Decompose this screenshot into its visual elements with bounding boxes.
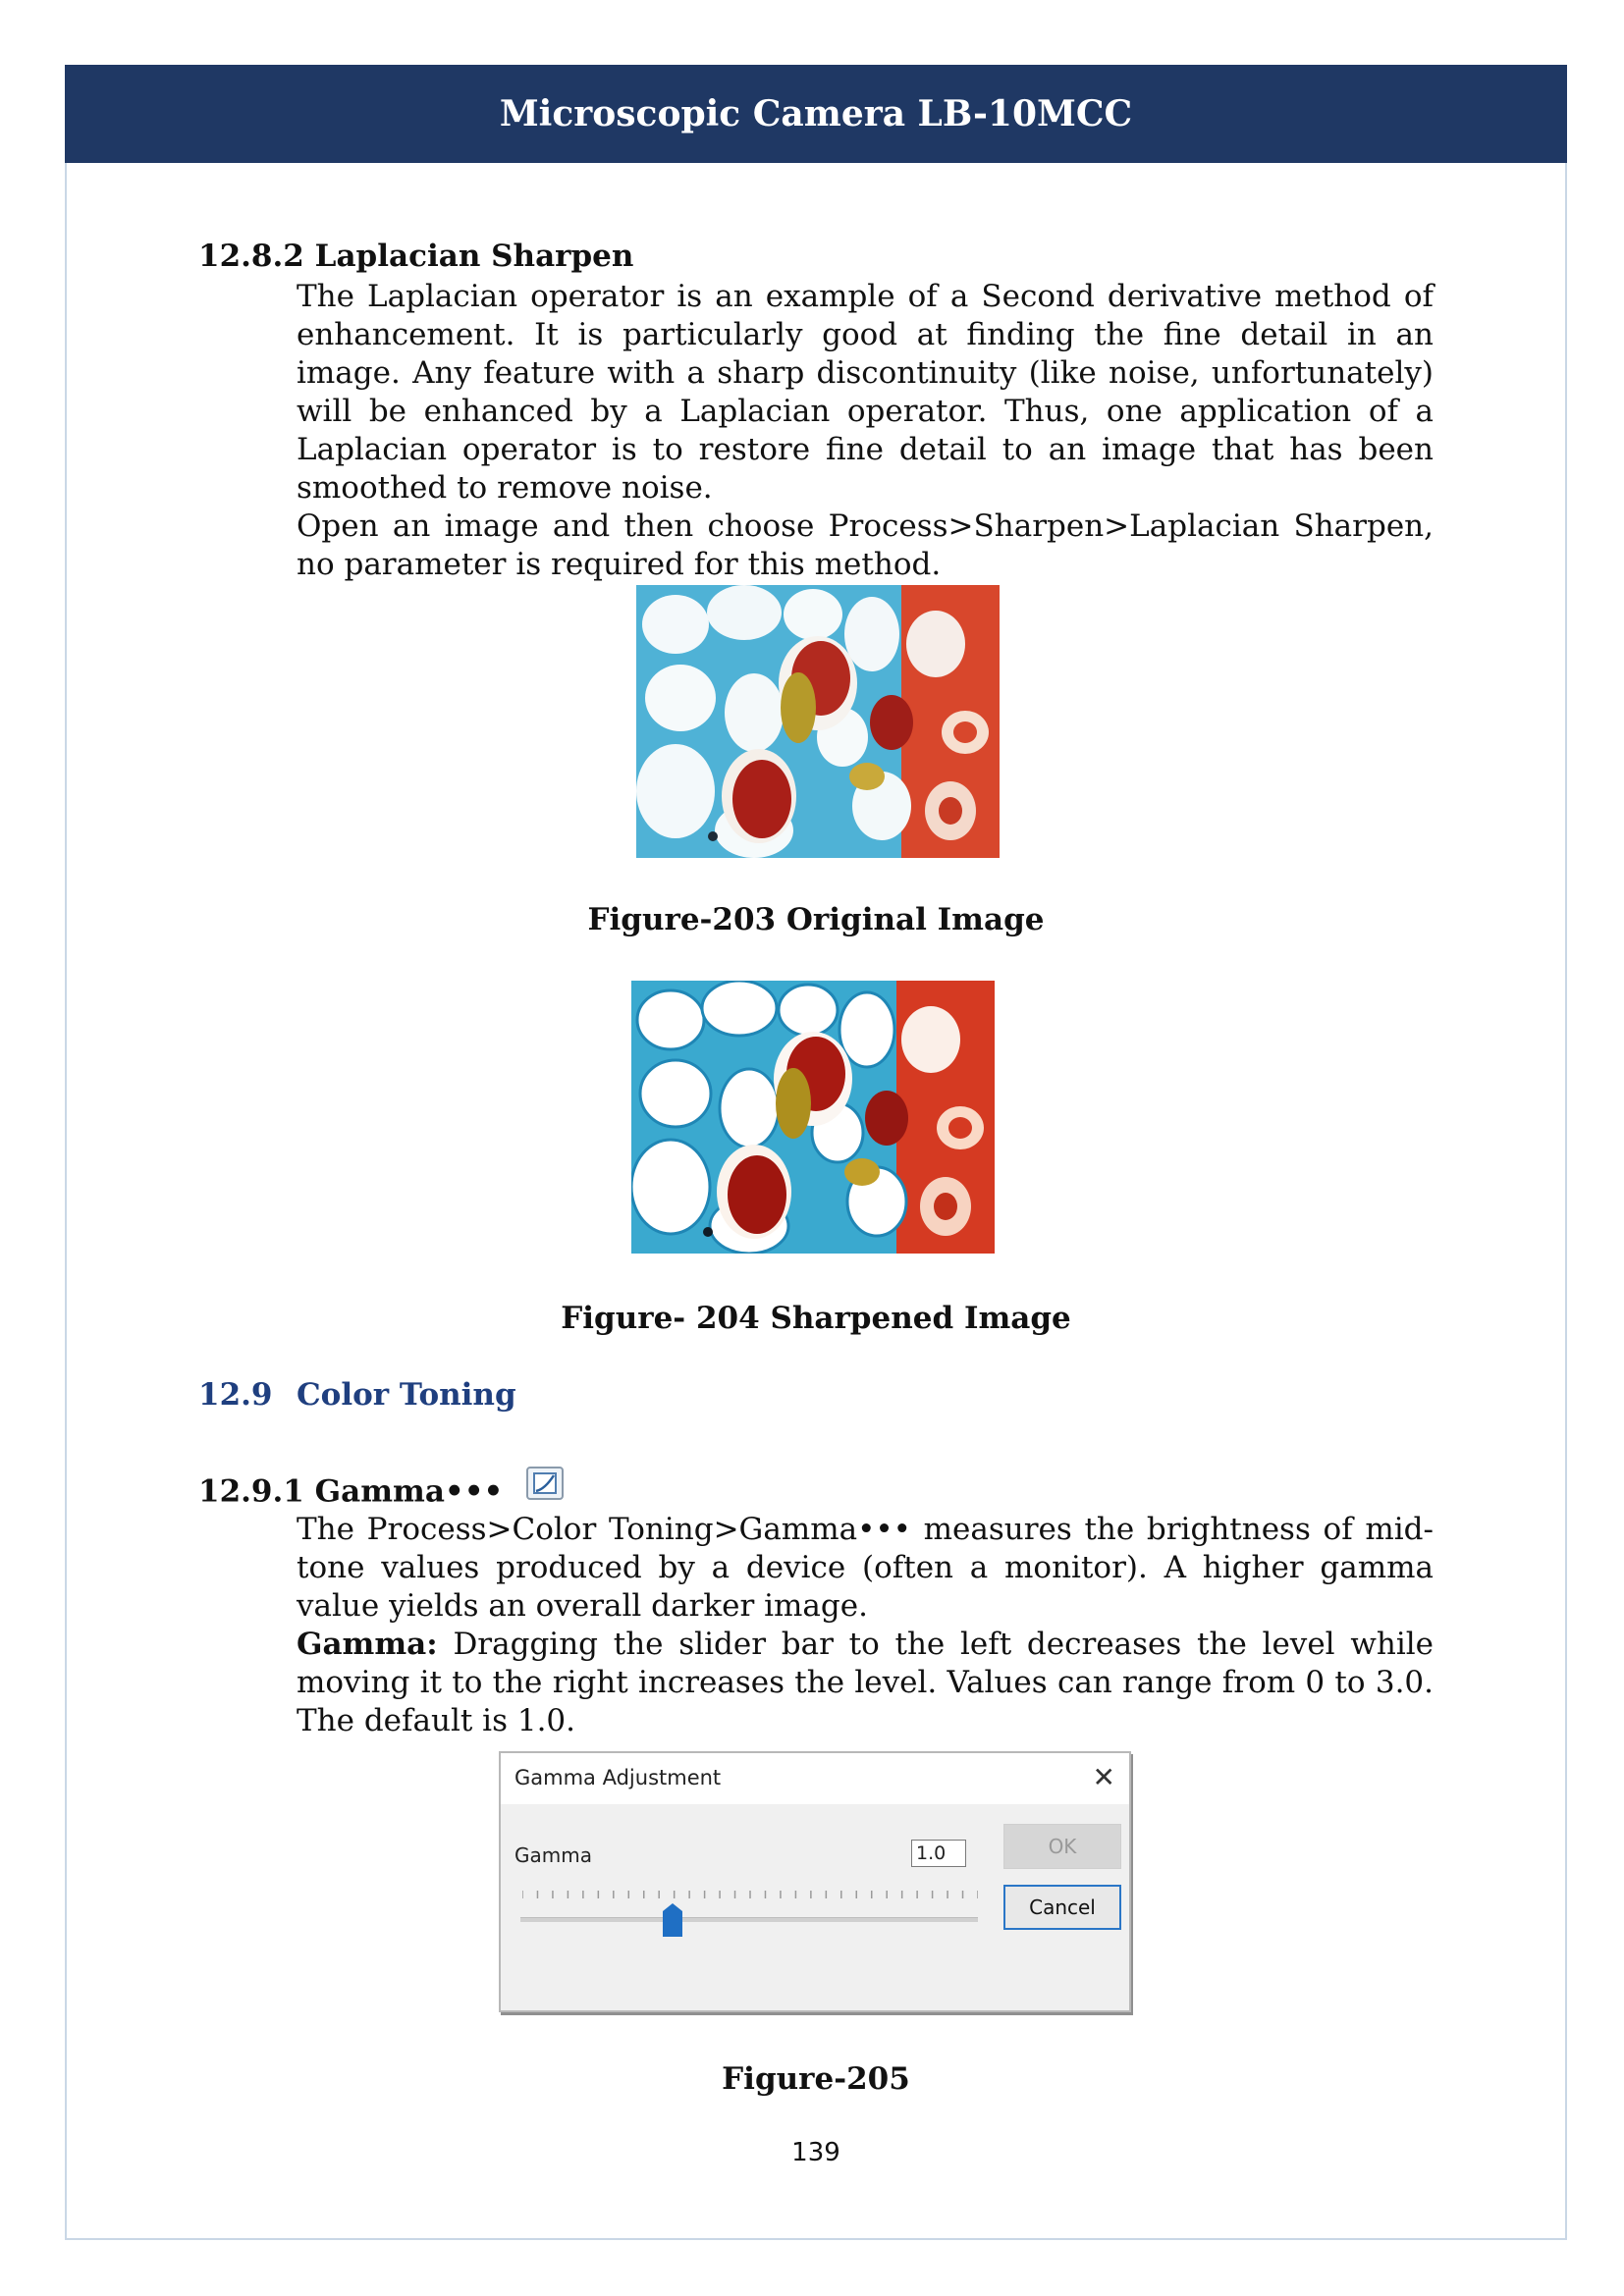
gamma-description <box>297 1511 1434 1740</box>
figure-205-caption: Figure-205 <box>722 2061 910 2097</box>
heading-gamma <box>198 1471 565 1515</box>
gamma-term: Gamma: <box>297 1627 438 1662</box>
section-color-toning <box>198 1377 516 1413</box>
slider-ticks <box>522 1891 978 1900</box>
figure-204-caption: Figure- 204 Sharpened Image <box>561 1301 1071 1336</box>
gamma-slider-track[interactable] <box>520 1917 978 1922</box>
heading-laplacian-sharpen: 12.8.2 Laplacian Sharpen <box>198 239 634 274</box>
gamma-label: Gamma <box>514 1843 592 1867</box>
heading-gamma-text: 12.9.1 Gamma••• <box>198 1473 504 1510</box>
close-icon[interactable]: ✕ <box>1092 1761 1115 1793</box>
gamma-paragraph-2-text: Dragging the slider bar to the left decreases the level while moving it to the right increases the level. Values can range from 0 to 3.0. The default is 1.0. <box>297 1627 1434 1738</box>
laplacian-paragraph-1: The Laplacian operator is an example of a Second derivative method of enhancement. It is particularly good at finding the fine detail in an image. Any feature with a sharp discontinuity (like noise, unfortunately) will be enhanced by a Laplacian operator. Thus, one application of a Laplacian operator is to restore fine detail to an image that has been smoothed to remove noise. <box>297 279 1434 506</box>
ok-button[interactable]: OK <box>1003 1824 1121 1869</box>
gamma-paragraph-2 <box>297 1626 1434 1740</box>
dialog-title-bar <box>501 1753 1129 1804</box>
original-image <box>636 585 1000 858</box>
page-header <box>65 65 1567 163</box>
sharpened-image <box>631 981 995 1254</box>
section-number: 12.9 <box>198 1377 273 1413</box>
laplacian-description <box>297 278 1434 584</box>
gamma-adjustment-dialog <box>499 1751 1131 2012</box>
cancel-button[interactable]: Cancel <box>1003 1885 1121 1930</box>
header-title: Microscopic Camera LB-10MCC <box>499 93 1133 134</box>
laplacian-paragraph-2: Open an image and then choose Process>Sharpen>Laplacian Sharpen, no parameter is required for this method. <box>297 508 1434 582</box>
page-number: 139 <box>791 2138 840 2167</box>
section-title: Color Toning <box>297 1377 516 1413</box>
gamma-tool-icon <box>525 1466 565 1509</box>
gamma-value-field[interactable]: 1.0 <box>911 1840 966 1867</box>
dialog-title: Gamma Adjustment <box>514 1766 722 1789</box>
figure-203-caption: Figure-203 Original Image <box>587 902 1045 937</box>
gamma-slider-thumb[interactable] <box>663 1903 682 1937</box>
gamma-paragraph-1: The Process>Color Toning>Gamma••• measures the brightness of mid-tone values produced by a device (often a monitor). A higher gamma value yields an overall darker image. <box>297 1512 1434 1624</box>
